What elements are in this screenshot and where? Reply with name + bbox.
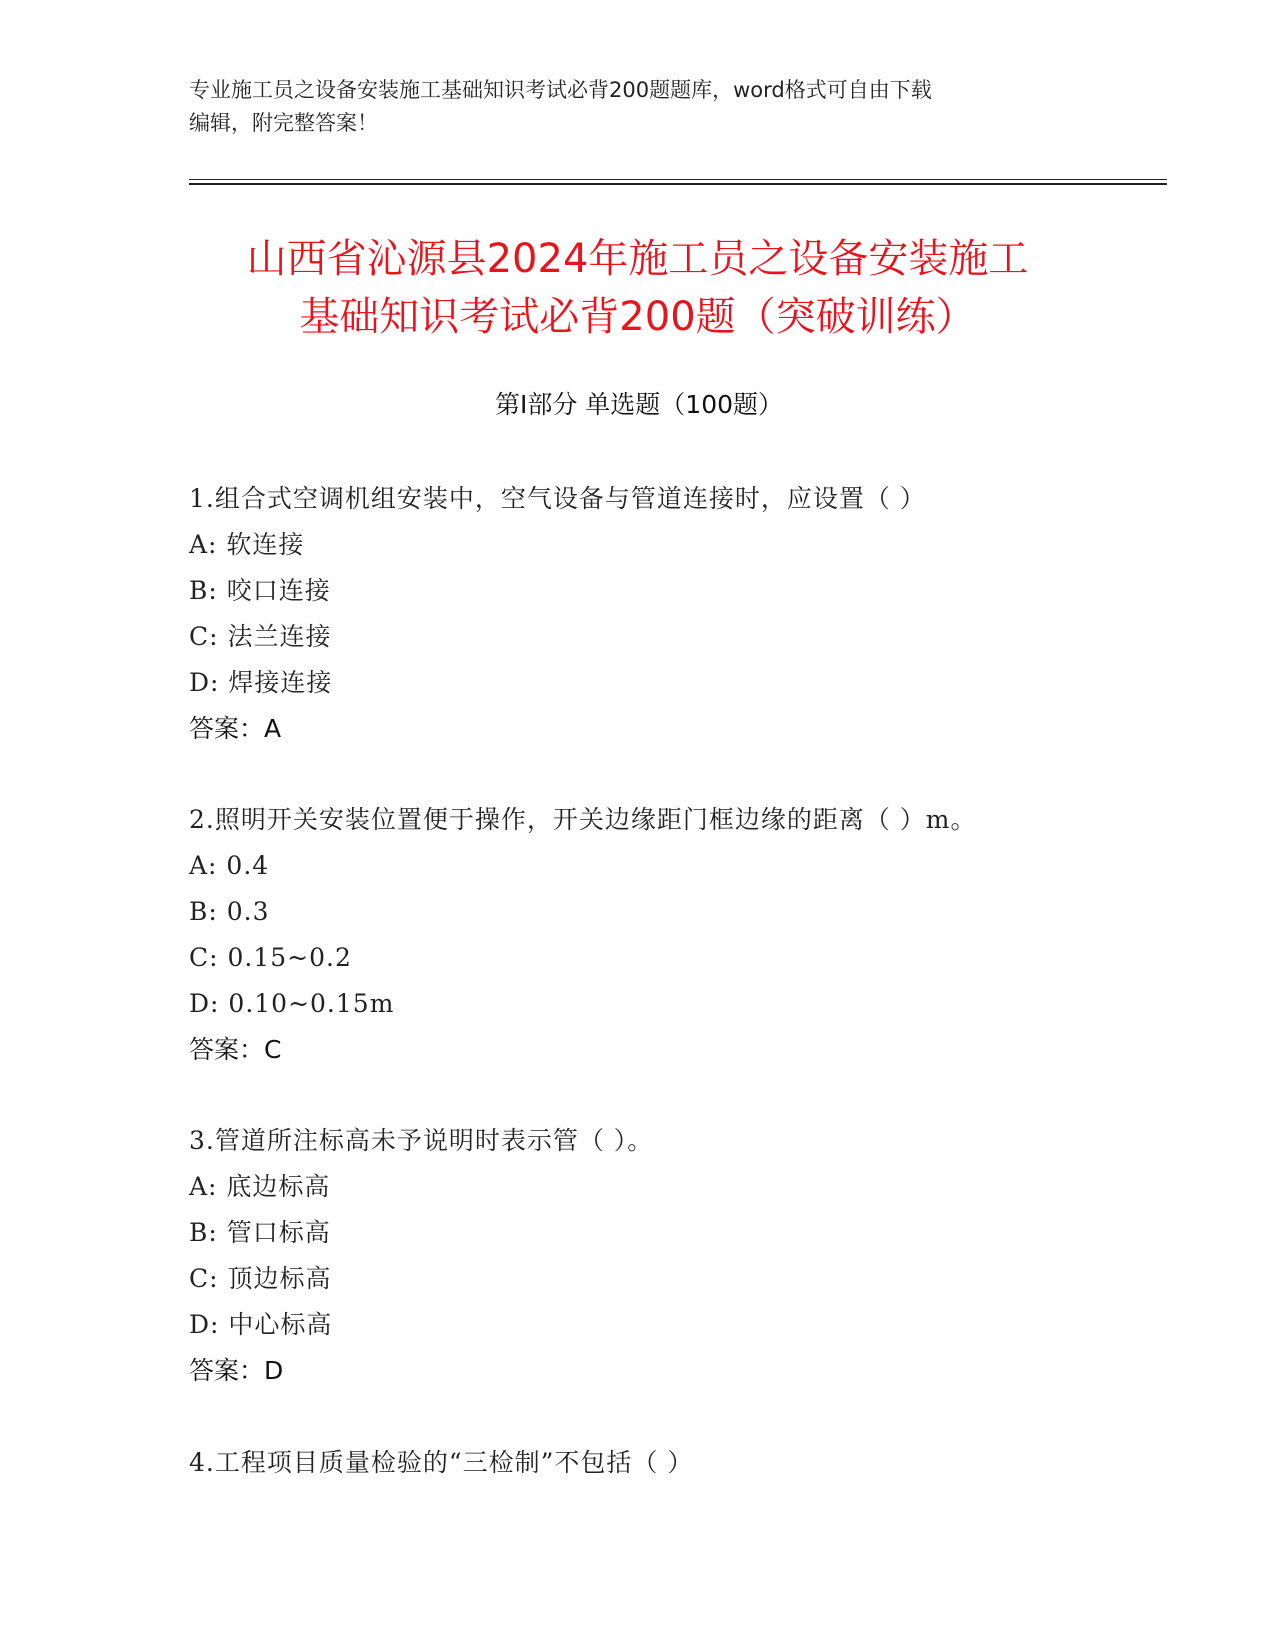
question-stem: 2.照明开关安装位置便于操作，开关边缘距门框边缘的距离（ ）m。 xyxy=(189,805,977,834)
document-title-line-1: 山西省沁源县2024年施工员之设备安装施工 xyxy=(246,236,1029,282)
header-note-line-2: 编辑，附完整答案！ xyxy=(189,111,378,135)
option-c: C: 0.15~0.2 xyxy=(189,943,352,972)
option-b: B: 管口标高 xyxy=(189,1218,331,1247)
option-d: D: 中心标高 xyxy=(189,1310,333,1339)
section-heading: 第I部分 单选题（100题） xyxy=(494,390,784,419)
header-divider-thin xyxy=(189,179,1167,180)
question-1 xyxy=(189,476,1149,752)
document-title xyxy=(150,230,1125,346)
question-4 xyxy=(189,1440,1149,1486)
option-a: A: 软连接 xyxy=(189,530,305,559)
option-c: C: 法兰连接 xyxy=(189,622,332,651)
answer: 答案：A xyxy=(189,714,282,743)
option-b: B: 咬口连接 xyxy=(189,576,331,605)
header-note-line-1: 专业施工员之设备安装施工基础知识考试必背200题题库，word格式可自由下载 xyxy=(189,78,932,102)
question-stem: 1.组合式空调机组安装中，空气设备与管道连接时，应设置（ ） xyxy=(189,484,926,513)
option-b: B: 0.3 xyxy=(189,897,270,926)
answer: 答案：D xyxy=(189,1356,284,1385)
option-a: A: 0.4 xyxy=(189,851,270,880)
option-d: D: 0.10~0.15m xyxy=(189,989,395,1018)
option-c: C: 顶边标高 xyxy=(189,1264,332,1293)
header-note xyxy=(189,74,1089,140)
question-3 xyxy=(189,1118,1149,1394)
option-a: A: 底边标高 xyxy=(189,1172,331,1201)
answer: 答案：C xyxy=(189,1035,282,1064)
question-2 xyxy=(189,797,1149,1073)
question-stem: 4.工程项目质量检验的“三检制”不包括（ ） xyxy=(189,1448,694,1477)
question-stem: 3.管道所注标高未予说明时表示管（ ）。 xyxy=(189,1126,654,1155)
option-d: D: 焊接连接 xyxy=(189,668,333,697)
document-title-line-2: 基础知识考试必背200题（突破训练） xyxy=(299,294,976,340)
header-divider-thick xyxy=(189,183,1167,185)
